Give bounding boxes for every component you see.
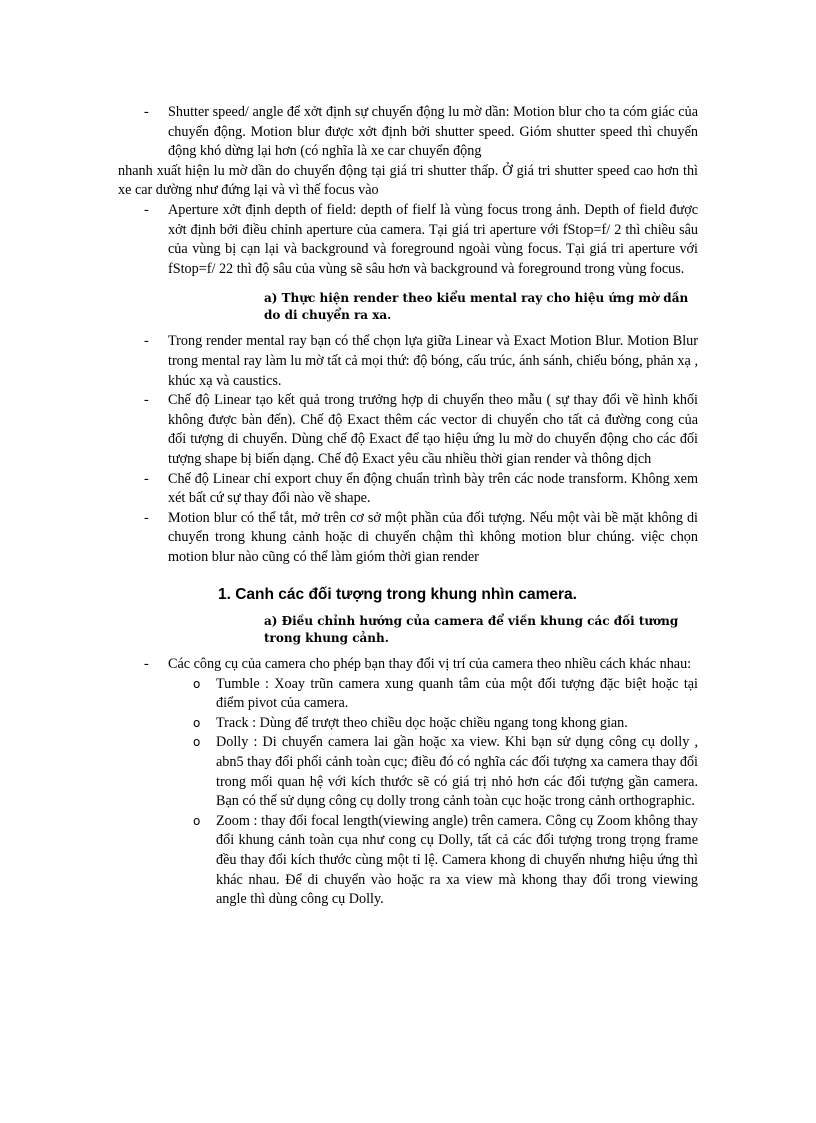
bullet-text: Aperture xởt định depth of field: depth of fielf là vùng focus trong ảnh. Depth of field được xởt định bởi điều chỉnh aperture của camera. Tại giá tri aperture với fStop=f/ 2 thì chiều sâu của vùng bị cạn lại và background và foreground ngoài vùng focus. Tại giá tri aperture với fStop=f/ 22 thì độ sâu của vùng sẽ sâu hơn và background và foreground trong vùng focus. <box>168 201 698 277</box>
dash-marker: - <box>144 392 149 409</box>
bullet-text: Các công cụ của camera cho phép bạn thay đổi vị trí của camera theo nhiều cách khác nhau: <box>168 656 692 673</box>
bullet-text: Motion blur có thể tắt, mở trên cơ sở một phần của đối tượng. Nếu một vài bề mặt không di chuyển trong khung cảnh hoặc di chuyển chậm thì không motion blur chúng. việc chọn motion blur nào cũng có thể làm gióm thời gian render <box>168 509 698 565</box>
bullet-text: Chế độ Linear chỉ export chuy ển động chuẩn trình bày trên các node transform. Không xem xét bất cứ sự thay đổi nào về shape. <box>168 470 698 507</box>
dash-marker: - <box>144 656 149 673</box>
dash-marker: - <box>144 104 149 120</box>
tool-text: Zoom : thay đổi focal length(viewing angle) trên camera. Công cụ Zoom không thay đổi khung cảnh toàn cụa như cong cụ Dolly, tất cả các đối tượng trong trọng frame đều thay đổi kích thước cùng một tỉ lệ. Camera khong di chuyển nhưng hiệu ứng thì khác nhau. Để di chuyển vào hoặc ra xa view mà khong thay đổi trong viewing angle thì dùng công cụ Dolly. <box>216 812 698 908</box>
dash-marker: - <box>144 201 149 218</box>
tool-item-track <box>118 714 698 734</box>
bullet-text: Shutter speed/ angle để xởt định sự chuyển động lu mờ dần: Motion blur cho ta cóm giác của chuyển động. Motion blur được xởt định bởi shutter speed. Gióm shutter speed thì chuyển động khó dừng lại hơn (có nghĩa là xe car chuyển động <box>168 104 698 160</box>
bullet-camera-tools <box>118 655 698 675</box>
bullet-linear-export <box>118 470 698 509</box>
dash-marker: - <box>144 470 149 487</box>
tool-text: Track : Dùng để trượt theo chiều dọc hoặc chiều ngang tong khong gian. <box>216 714 628 731</box>
bullet-mental-ray <box>118 332 698 391</box>
bullet-aperture <box>118 201 698 279</box>
bullet-text-continuation: nhanh xuất hiện lu mờ dần do chuyển động tại giá tri shutter thấp. Ở giá tri shutter speed cao hơn thì xe car dường như đứng lại và vì thế focus vào <box>118 162 698 199</box>
circle-bullet-icon: o <box>193 813 201 828</box>
dash-marker: - <box>144 333 149 350</box>
bullet-shutter-speed <box>118 103 698 201</box>
bullet-text: Chế độ Linear tạo kết quả trong trưởng hợp di chuyển theo mẫu ( sự thay đổi về hình khối không được bàn đến). Chế độ Exact thêm các vector di chuyển cho tất cả đường cong của đối tượng di chuyển. Dùng chế độ Exact để tạo hiệu ứng lu mờ do chuyển động cho các đối tượng shape bị biến dạng. Chế độ Exact yêu cầu nhiều thời gian render và thông dịch <box>168 392 698 467</box>
tool-item-zoom <box>118 812 698 910</box>
bullet-linear-exact <box>118 391 698 469</box>
bullet-text: Trong render mental ray bạn có thể chọn lựa giữa Linear và Exact Motion Blur. Motion Blur trong mental ray làm lu mờ tất cả mọi thứ: độ bóng, cấu trúc, ánh sánh, chiếu bóng, phản xạ , khúc xạ và caustics. <box>168 333 698 389</box>
subheading-mental-ray: a) Thực hiện render theo kiểu mental ray cho hiệu ứng mờ dần do di chuyển ra xa. <box>264 291 689 323</box>
subheading-camera-direction: a) Điều chỉnh hướng của camera để viền khung các đối tương trong khung cảnh. <box>264 614 679 646</box>
circle-bullet-icon: o <box>193 735 201 750</box>
circle-bullet-icon: o <box>193 676 201 691</box>
tool-item-tumble <box>118 675 698 714</box>
dash-marker: - <box>144 509 149 526</box>
tool-text: Dolly : Di chuyển camera lai gần hoặc xa view. Khi bạn sử dụng công cụ dolly , abn5 thay đổi phối cảnh toàn cục; điều đó có nghĩa các đối tượng xa camera thay đổi trong mối quan hệ với kích thước sẽ có giá trị nhỏ hơn các đối tượng gần camera. Bạn có thể sử dụng công cụ dolly trong cảnh toàn cục hoặc trong cảnh orthographic. <box>216 734 698 810</box>
section-heading-camera: 1. Canh các đối tượng trong khung nhìn camera. <box>218 586 577 604</box>
tool-text: Tumble : Xoay trũn camera xung quanh tâm của một đối tượng đặc biệt hoặc tại điểm pivot của camera. <box>216 675 698 712</box>
page-content <box>118 103 698 910</box>
tool-item-dolly <box>118 733 698 811</box>
circle-bullet-icon: o <box>193 715 201 730</box>
bullet-motion-blur-toggle <box>118 509 698 568</box>
